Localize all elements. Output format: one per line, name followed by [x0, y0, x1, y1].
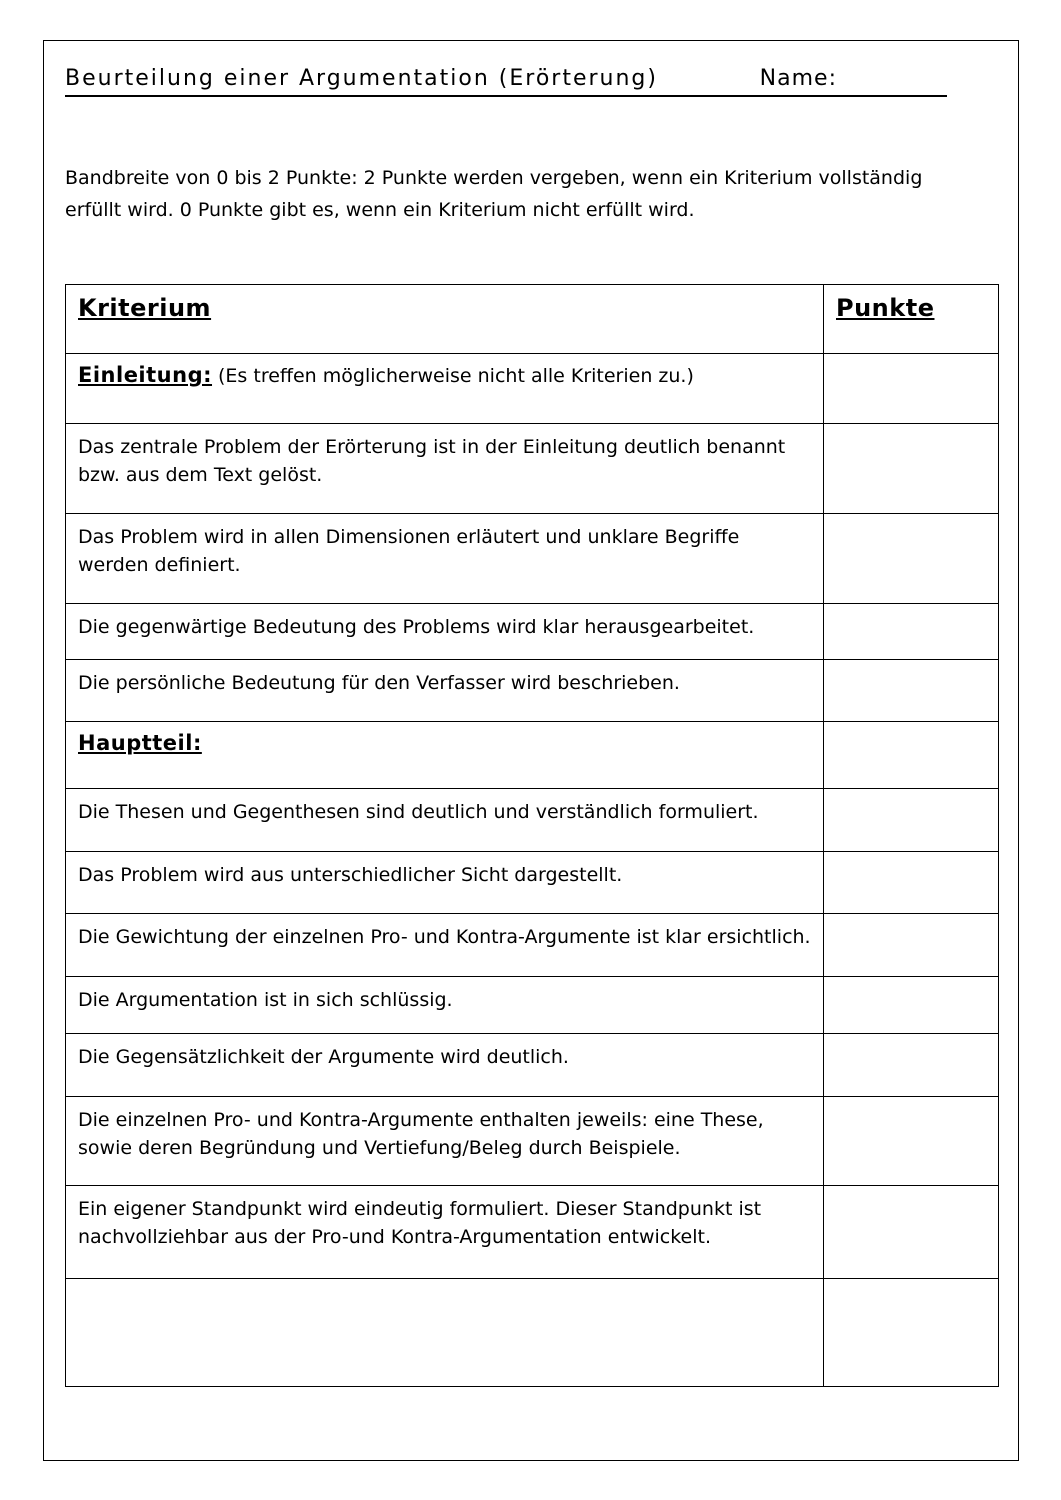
points-header-cell	[824, 284, 999, 353]
criterion-cell	[66, 1096, 824, 1185]
criterion-cell	[66, 1033, 824, 1096]
points-cell	[824, 1278, 999, 1386]
criterion-text: Das Problem wird in allen Dimensionen erläutert und unklare Begriffe werden definiert.	[78, 525, 740, 577]
page-content	[65, 66, 998, 1387]
criterion-cell	[66, 976, 824, 1033]
criterion-header: Kriterium	[78, 293, 212, 322]
points-cell	[824, 788, 999, 851]
table-row	[66, 659, 999, 721]
criterion-cell	[66, 513, 824, 603]
criterion-header-cell	[66, 284, 824, 353]
table-row	[66, 976, 999, 1033]
criterion-text: Ein eigener Standpunkt wird eindeutig formuliert. Dieser Standpunkt ist nachvollziehbar aus der Pro-und Kontra-Argumentation entwickelt.	[78, 1197, 762, 1249]
table-row	[66, 851, 999, 913]
criterion-cell	[66, 913, 824, 976]
criterion-text: Das Problem wird aus unterschiedlicher Sicht dargestellt.	[78, 863, 623, 886]
table-row	[66, 1096, 999, 1185]
table-row	[66, 353, 999, 423]
criterion-text: Die Gewichtung der einzelnen Pro- und Kontra-Argumente ist klar ersichtlich.	[78, 925, 811, 948]
points-cell	[824, 1096, 999, 1185]
table-row	[66, 513, 999, 603]
points-cell	[824, 513, 999, 603]
title-row	[65, 66, 947, 97]
table-row	[66, 788, 999, 851]
table-row	[66, 1185, 999, 1278]
points-cell	[824, 1185, 999, 1278]
criterion-text: Die persönliche Bedeutung für den Verfasser wird beschrieben.	[78, 671, 680, 694]
table-row	[66, 913, 999, 976]
criterion-cell	[66, 788, 824, 851]
section-label-einleitung: Einleitung:	[78, 362, 213, 387]
points-cell	[824, 423, 999, 513]
criterion-text: Die gegenwärtige Bedeutung des Problems wird klar herausgearbeitet.	[78, 615, 755, 638]
criterion-text: Die Gegensätzlichkeit der Argumente wird deutlich.	[78, 1045, 569, 1068]
criterion-text: Die einzelnen Pro- und Kontra-Argumente enthalten jeweils: eine These, sowie deren Begründung und Vertiefung/Beleg durch Beispiele.	[78, 1108, 764, 1160]
points-cell	[824, 1033, 999, 1096]
criterion-text: Die Argumentation ist in sich schlüssig.	[78, 988, 453, 1011]
points-header: Punkte	[836, 293, 935, 322]
criterion-cell	[66, 603, 824, 659]
points-cell	[824, 721, 999, 788]
table-row	[66, 603, 999, 659]
points-cell	[824, 603, 999, 659]
section-note: (Es treffen möglicherweise nicht alle Kriterien zu.)	[218, 364, 694, 387]
criterion-text: Das zentrale Problem der Erörterung ist in der Einleitung deutlich benannt bzw. aus dem Text gelöst.	[78, 435, 786, 487]
criterion-cell	[66, 353, 824, 423]
criterion-cell	[66, 721, 824, 788]
criterion-text: Die Thesen und Gegenthesen sind deutlich und verständlich formuliert.	[78, 800, 759, 823]
page-title: Beurteilung einer Argumentation (Erörterung)	[65, 66, 658, 91]
table-row	[66, 1033, 999, 1096]
criterion-cell	[66, 659, 824, 721]
scoring-instructions: Bandbreite von 0 bis 2 Punkte: 2 Punkte werden vergeben, wenn ein Kriterium vollständig erfüllt wird. 0 Punkte gibt es, wenn ein Kriterium nicht erfüllt wird.	[65, 167, 923, 221]
criterion-cell	[66, 423, 824, 513]
points-cell	[824, 851, 999, 913]
criterion-cell	[66, 851, 824, 913]
table-row	[66, 721, 999, 788]
criterion-cell-empty	[66, 1278, 824, 1386]
points-cell	[824, 353, 999, 423]
rubric-table	[65, 284, 999, 1387]
table-row	[66, 1278, 999, 1386]
table-header-row	[66, 284, 999, 353]
section-label-hauptteil: Hauptteil:	[78, 730, 202, 755]
points-cell	[824, 976, 999, 1033]
points-cell	[824, 913, 999, 976]
points-cell	[824, 659, 999, 721]
criterion-cell	[66, 1185, 824, 1278]
name-field-label: Name:	[759, 66, 837, 91]
table-row	[66, 423, 999, 513]
